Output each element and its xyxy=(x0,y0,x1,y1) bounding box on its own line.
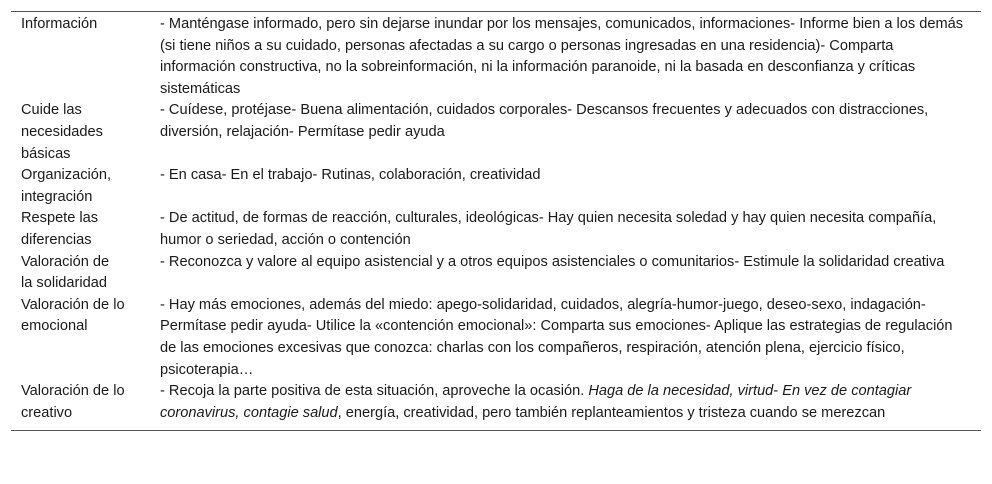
row-label xyxy=(11,100,150,165)
row-label xyxy=(11,381,150,431)
row-label-text: Valoración de lo creativo xyxy=(21,383,125,421)
row-content xyxy=(150,381,981,431)
table-row xyxy=(11,12,981,101)
content-part: - Recoja la parte positiva de esta situación, aproveche la ocasión. xyxy=(160,383,589,400)
row-label xyxy=(11,295,150,381)
content-part: , energía, creatividad, pero también replanteamientos y tristeza cuando se merezcan xyxy=(337,404,886,421)
table-row xyxy=(11,100,981,165)
row-label-text: Cuide las necesidades básicas xyxy=(21,102,103,162)
table-row xyxy=(11,165,981,208)
row-content: - En casa- En el trabajo- Rutinas, colaboración, creatividad xyxy=(160,167,541,184)
row-label-text: Valoración de la solidaridad xyxy=(21,253,110,292)
row-label: Organización, integración xyxy=(21,167,112,205)
row-content: - Cuídese, protéjase- Buena alimentación, cuidados corporales- Descansos frecuentes y adecuados con distracciones, diversión, relajación- Permítase pedir ayuda xyxy=(160,102,929,140)
row-content: - De actitud, de formas de reacción, culturales, ideológicas- Hay quien necesita soledad y hay quien necesita compañía, humor o seriedad, acción o contención xyxy=(160,210,937,248)
row-content: - Hay más emociones, además del miedo: apego-solidaridad, cuidados, alegría-humor-juego, deseo-sexo, indagación- Permítase pedir ayuda- Utilice la «contención emocional»: Comparta sus emociones- Aplique las estrategias de regulación de las emociones excesivas que conozca: charlas con los compañeros, respiración, atención plena, ejercicio físico, psicoterapia… xyxy=(160,296,953,378)
row-label: Información xyxy=(21,16,98,32)
table-row xyxy=(11,295,981,381)
row-content: - Manténgase informado, pero sin dejarse inundar por los mensajes, comunicados, informaciones- Informe bien a los demás (si tiene niños a su cuidado, personas afectadas a su cargo o personas ingresadas en una residencia)- Comparta información constructiva, no la sobreinformación, ni la información paranoide, ni la basada en desconfianza y críticas sistemáticas xyxy=(160,16,964,97)
row-label xyxy=(11,252,150,295)
content-part-italic: Haga de la necesidad, virtud xyxy=(588,383,774,400)
content-part-italic: En vez de contagiar coronavirus, contagie salud xyxy=(160,383,912,421)
row-label-text: Valoración de lo emocional xyxy=(21,296,125,335)
table-row xyxy=(11,381,981,431)
content-part: - xyxy=(773,383,783,400)
table-row xyxy=(11,252,981,295)
table-row xyxy=(11,208,981,251)
row-label xyxy=(11,208,150,251)
row-label-text: Respete las diferencias xyxy=(21,210,99,248)
recommendations-table xyxy=(11,11,981,431)
row-content: - Reconozca y valore al equipo asistencial y a otros equipos asistenciales o comunitarios- Estimule la solidaridad creativa xyxy=(160,253,945,270)
document-table-wrapper xyxy=(11,11,981,431)
